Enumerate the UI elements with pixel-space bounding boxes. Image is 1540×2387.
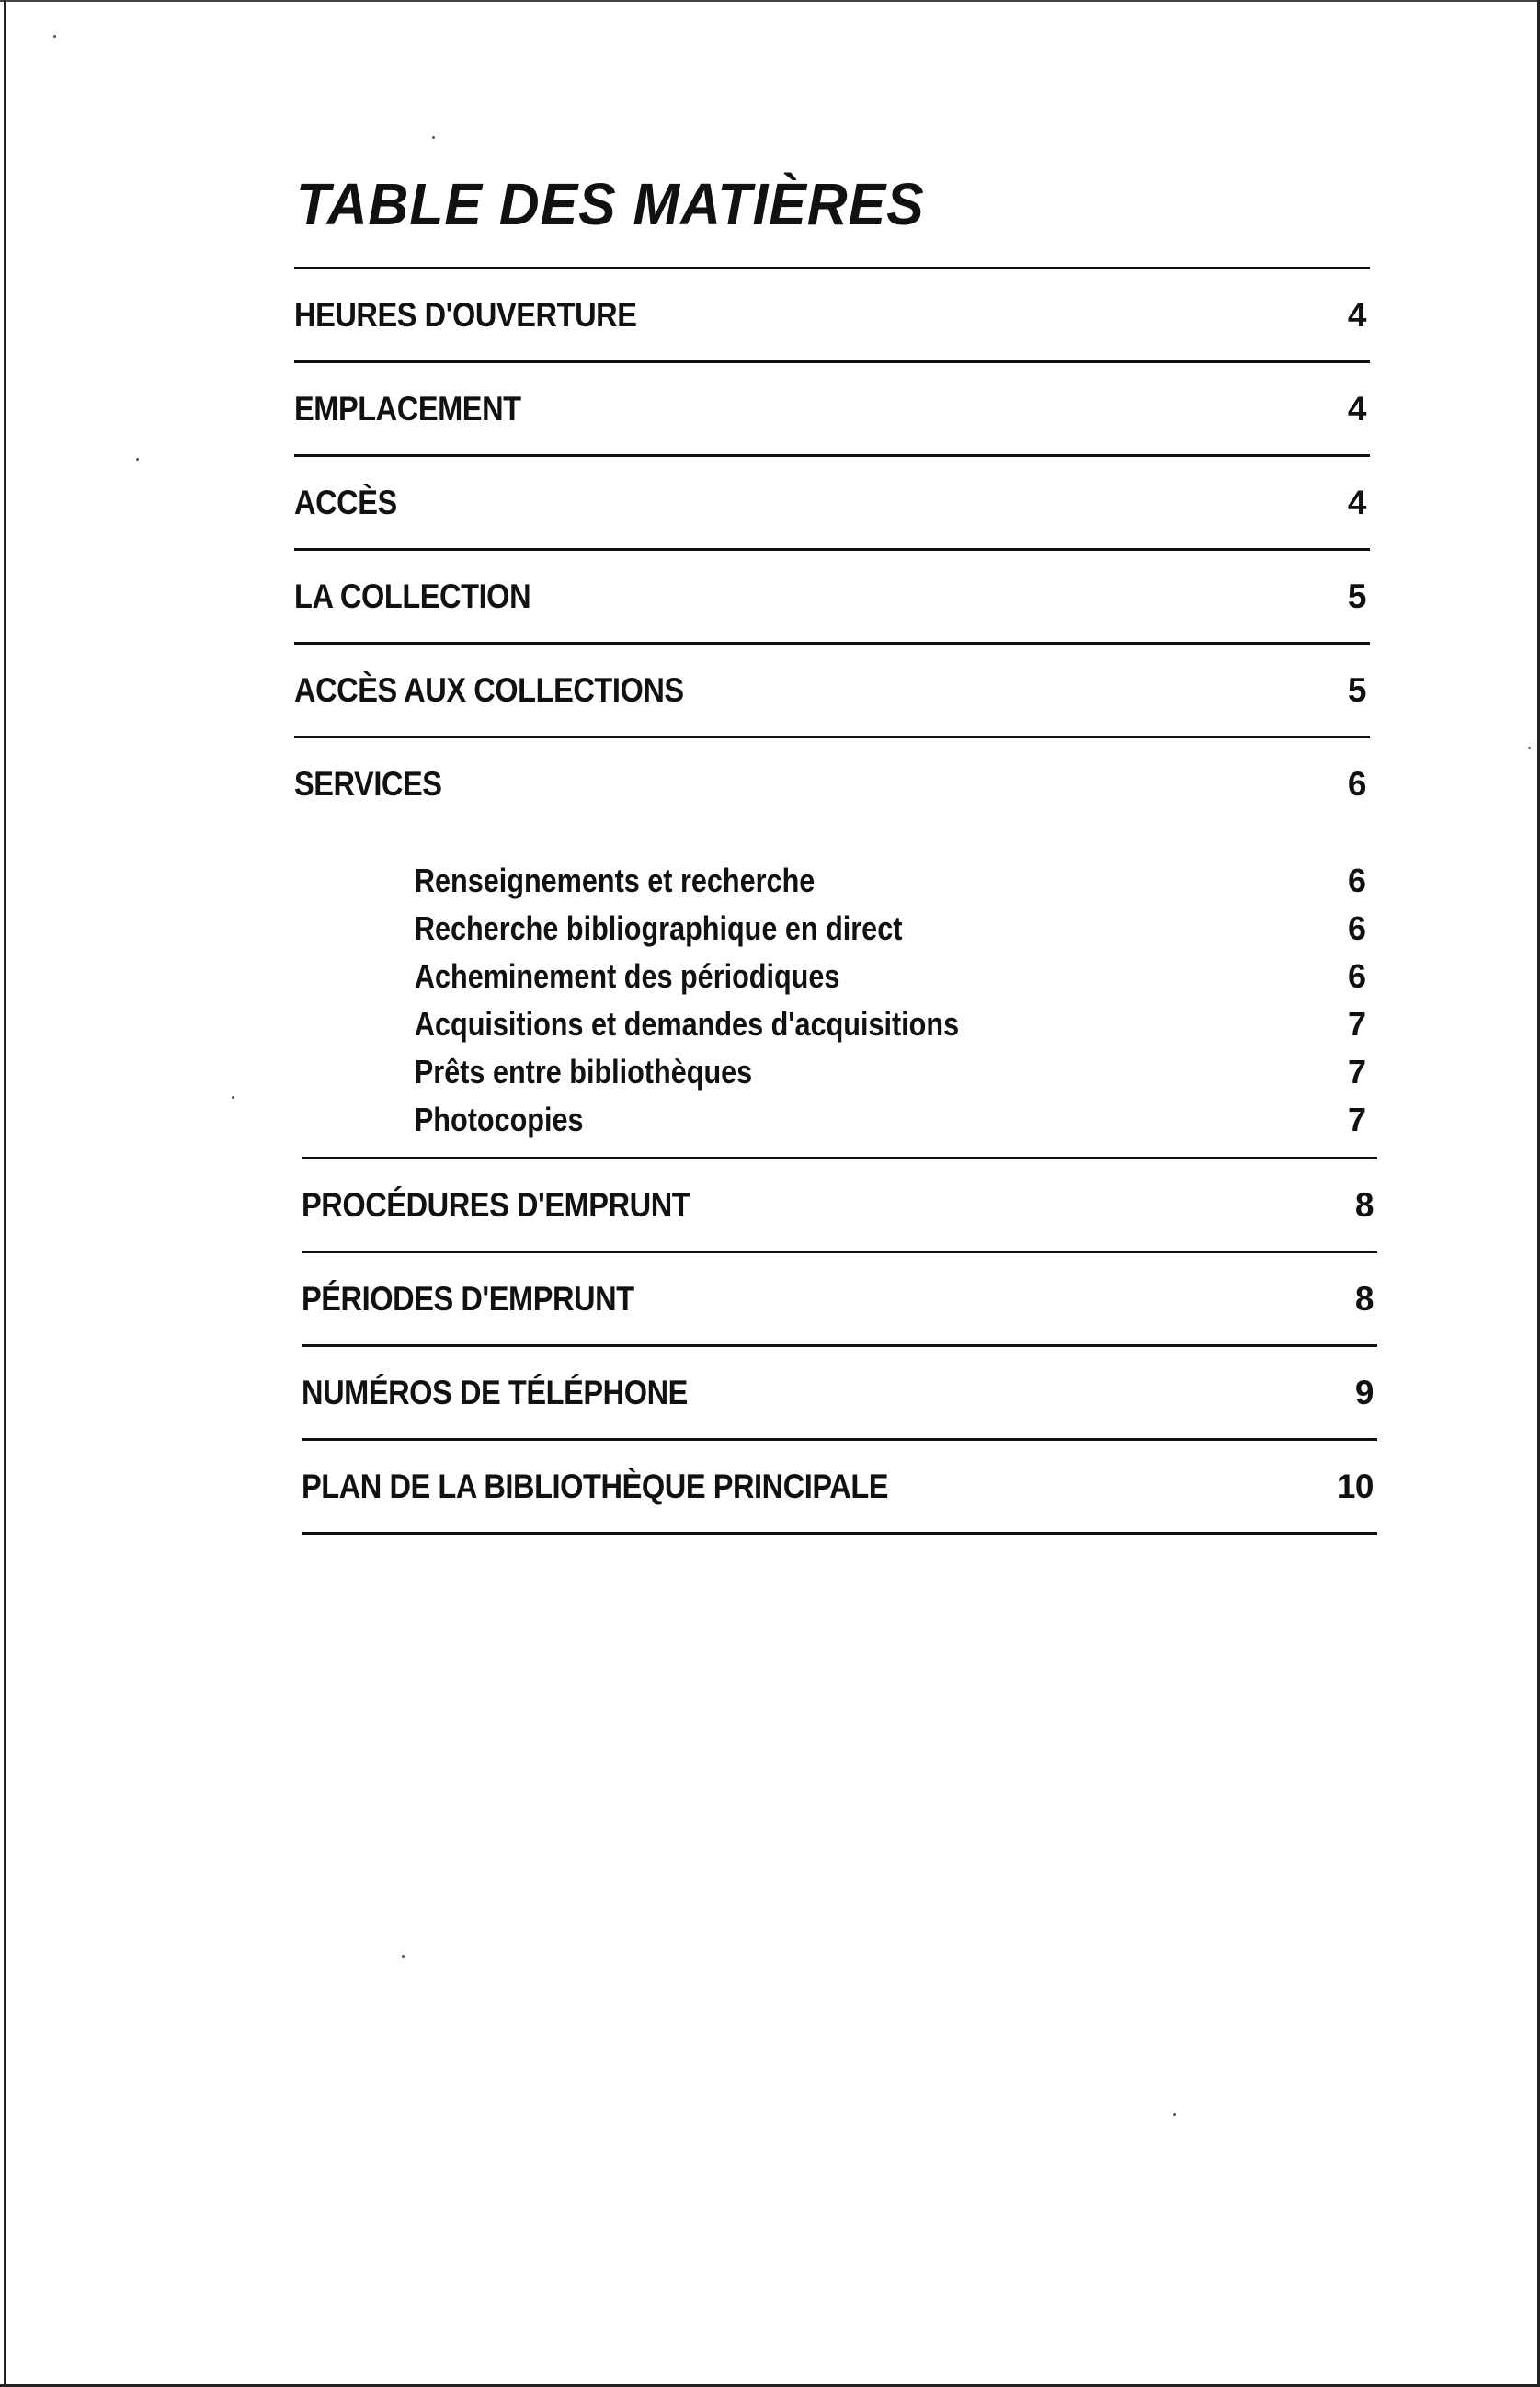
toc-subentry xyxy=(294,905,1370,953)
toc-subentry-label: Acheminement des périodiques xyxy=(414,957,840,995)
divider-line xyxy=(302,1532,1377,1535)
scan-speck xyxy=(1173,2113,1176,2116)
toc-subentry-page-number: 6 xyxy=(1347,862,1366,899)
toc-subentries-services xyxy=(294,829,1370,1171)
toc-entry-page-number: 5 xyxy=(1347,670,1366,709)
page-edge-left xyxy=(4,0,6,2387)
toc-subentry xyxy=(294,1048,1370,1096)
toc-section-bottom xyxy=(302,1157,1377,1535)
page-title: TABLE DES MATIÈRES xyxy=(296,171,925,237)
toc-subentry-page-number: 7 xyxy=(1347,1101,1366,1138)
toc-entry-page-number: 5 xyxy=(1347,577,1366,615)
toc-entry-acces xyxy=(294,457,1370,548)
toc-entry-page-number: 4 xyxy=(1347,295,1366,334)
toc-section-top xyxy=(294,267,1370,1171)
toc-subentry xyxy=(294,1000,1370,1048)
toc-entry-label: PÉRIODES D'EMPRUNT xyxy=(302,1279,634,1318)
scan-speck xyxy=(232,1096,234,1099)
toc-entry-la-collection xyxy=(294,551,1370,642)
toc-entry-plan-bibliotheque xyxy=(302,1441,1377,1532)
toc-entry-label: PROCÉDURES D'EMPRUNT xyxy=(302,1185,690,1224)
toc-entry-label: ACCÈS AUX COLLECTIONS xyxy=(294,670,684,709)
toc-entry-label: LA COLLECTION xyxy=(294,577,531,615)
toc-subentry-label: Photocopies xyxy=(414,1101,584,1138)
toc-subentry-page-number: 6 xyxy=(1347,909,1366,947)
toc-entry-page-number: 6 xyxy=(1347,764,1366,803)
toc-entry-emplacement xyxy=(294,363,1370,454)
toc-entry-label: SERVICES xyxy=(294,764,442,803)
toc-entry-page-number: 4 xyxy=(1347,483,1366,521)
toc-entry-page-number: 10 xyxy=(1336,1467,1374,1505)
toc-entry-procedures-emprunt xyxy=(302,1159,1377,1251)
toc-subentry xyxy=(294,953,1370,1000)
toc-subentry xyxy=(294,1096,1370,1144)
page-edge-top xyxy=(0,0,1540,2)
scan-speck xyxy=(402,1955,405,1958)
toc-entry-label: HEURES D'OUVERTURE xyxy=(294,295,637,334)
toc-subentry-page-number: 7 xyxy=(1347,1005,1366,1043)
toc-subentry-label: Prêts entre bibliothèques xyxy=(414,1053,753,1091)
scan-speck xyxy=(1528,747,1531,749)
toc-subentry-page-number: 6 xyxy=(1347,957,1366,995)
toc-entry-heures-ouverture xyxy=(294,269,1370,360)
toc-subentry-label: Renseignements et recherche xyxy=(414,862,816,899)
toc-entry-numeros-telephone xyxy=(302,1347,1377,1438)
toc-entry-label: PLAN DE LA BIBLIOTHÈQUE PRINCIPALE xyxy=(302,1467,889,1505)
toc-entry-services xyxy=(294,738,1370,829)
toc-entry-page-number: 4 xyxy=(1347,389,1366,428)
toc-subentry-label: Acquisitions et demandes d'acquisitions xyxy=(414,1005,960,1043)
scan-speck xyxy=(432,136,435,139)
toc-entry-page-number: 8 xyxy=(1354,1279,1374,1318)
toc-entry-label: EMPLACEMENT xyxy=(294,389,521,428)
scan-speck xyxy=(53,35,56,38)
toc-subentry xyxy=(294,857,1370,905)
toc-entry-page-number: 9 xyxy=(1354,1373,1374,1411)
toc-subentry-label: Recherche bibliographique en direct xyxy=(414,909,903,947)
toc-entry-periodes-emprunt xyxy=(302,1253,1377,1344)
toc-subentry-page-number: 7 xyxy=(1347,1053,1366,1091)
scan-speck xyxy=(136,458,139,461)
toc-entry-label: NUMÉROS DE TÉLÉPHONE xyxy=(302,1373,688,1411)
toc-entry-page-number: 8 xyxy=(1354,1185,1374,1224)
toc-entry-acces-aux-collections xyxy=(294,645,1370,736)
toc-entry-label: ACCÈS xyxy=(294,483,397,521)
